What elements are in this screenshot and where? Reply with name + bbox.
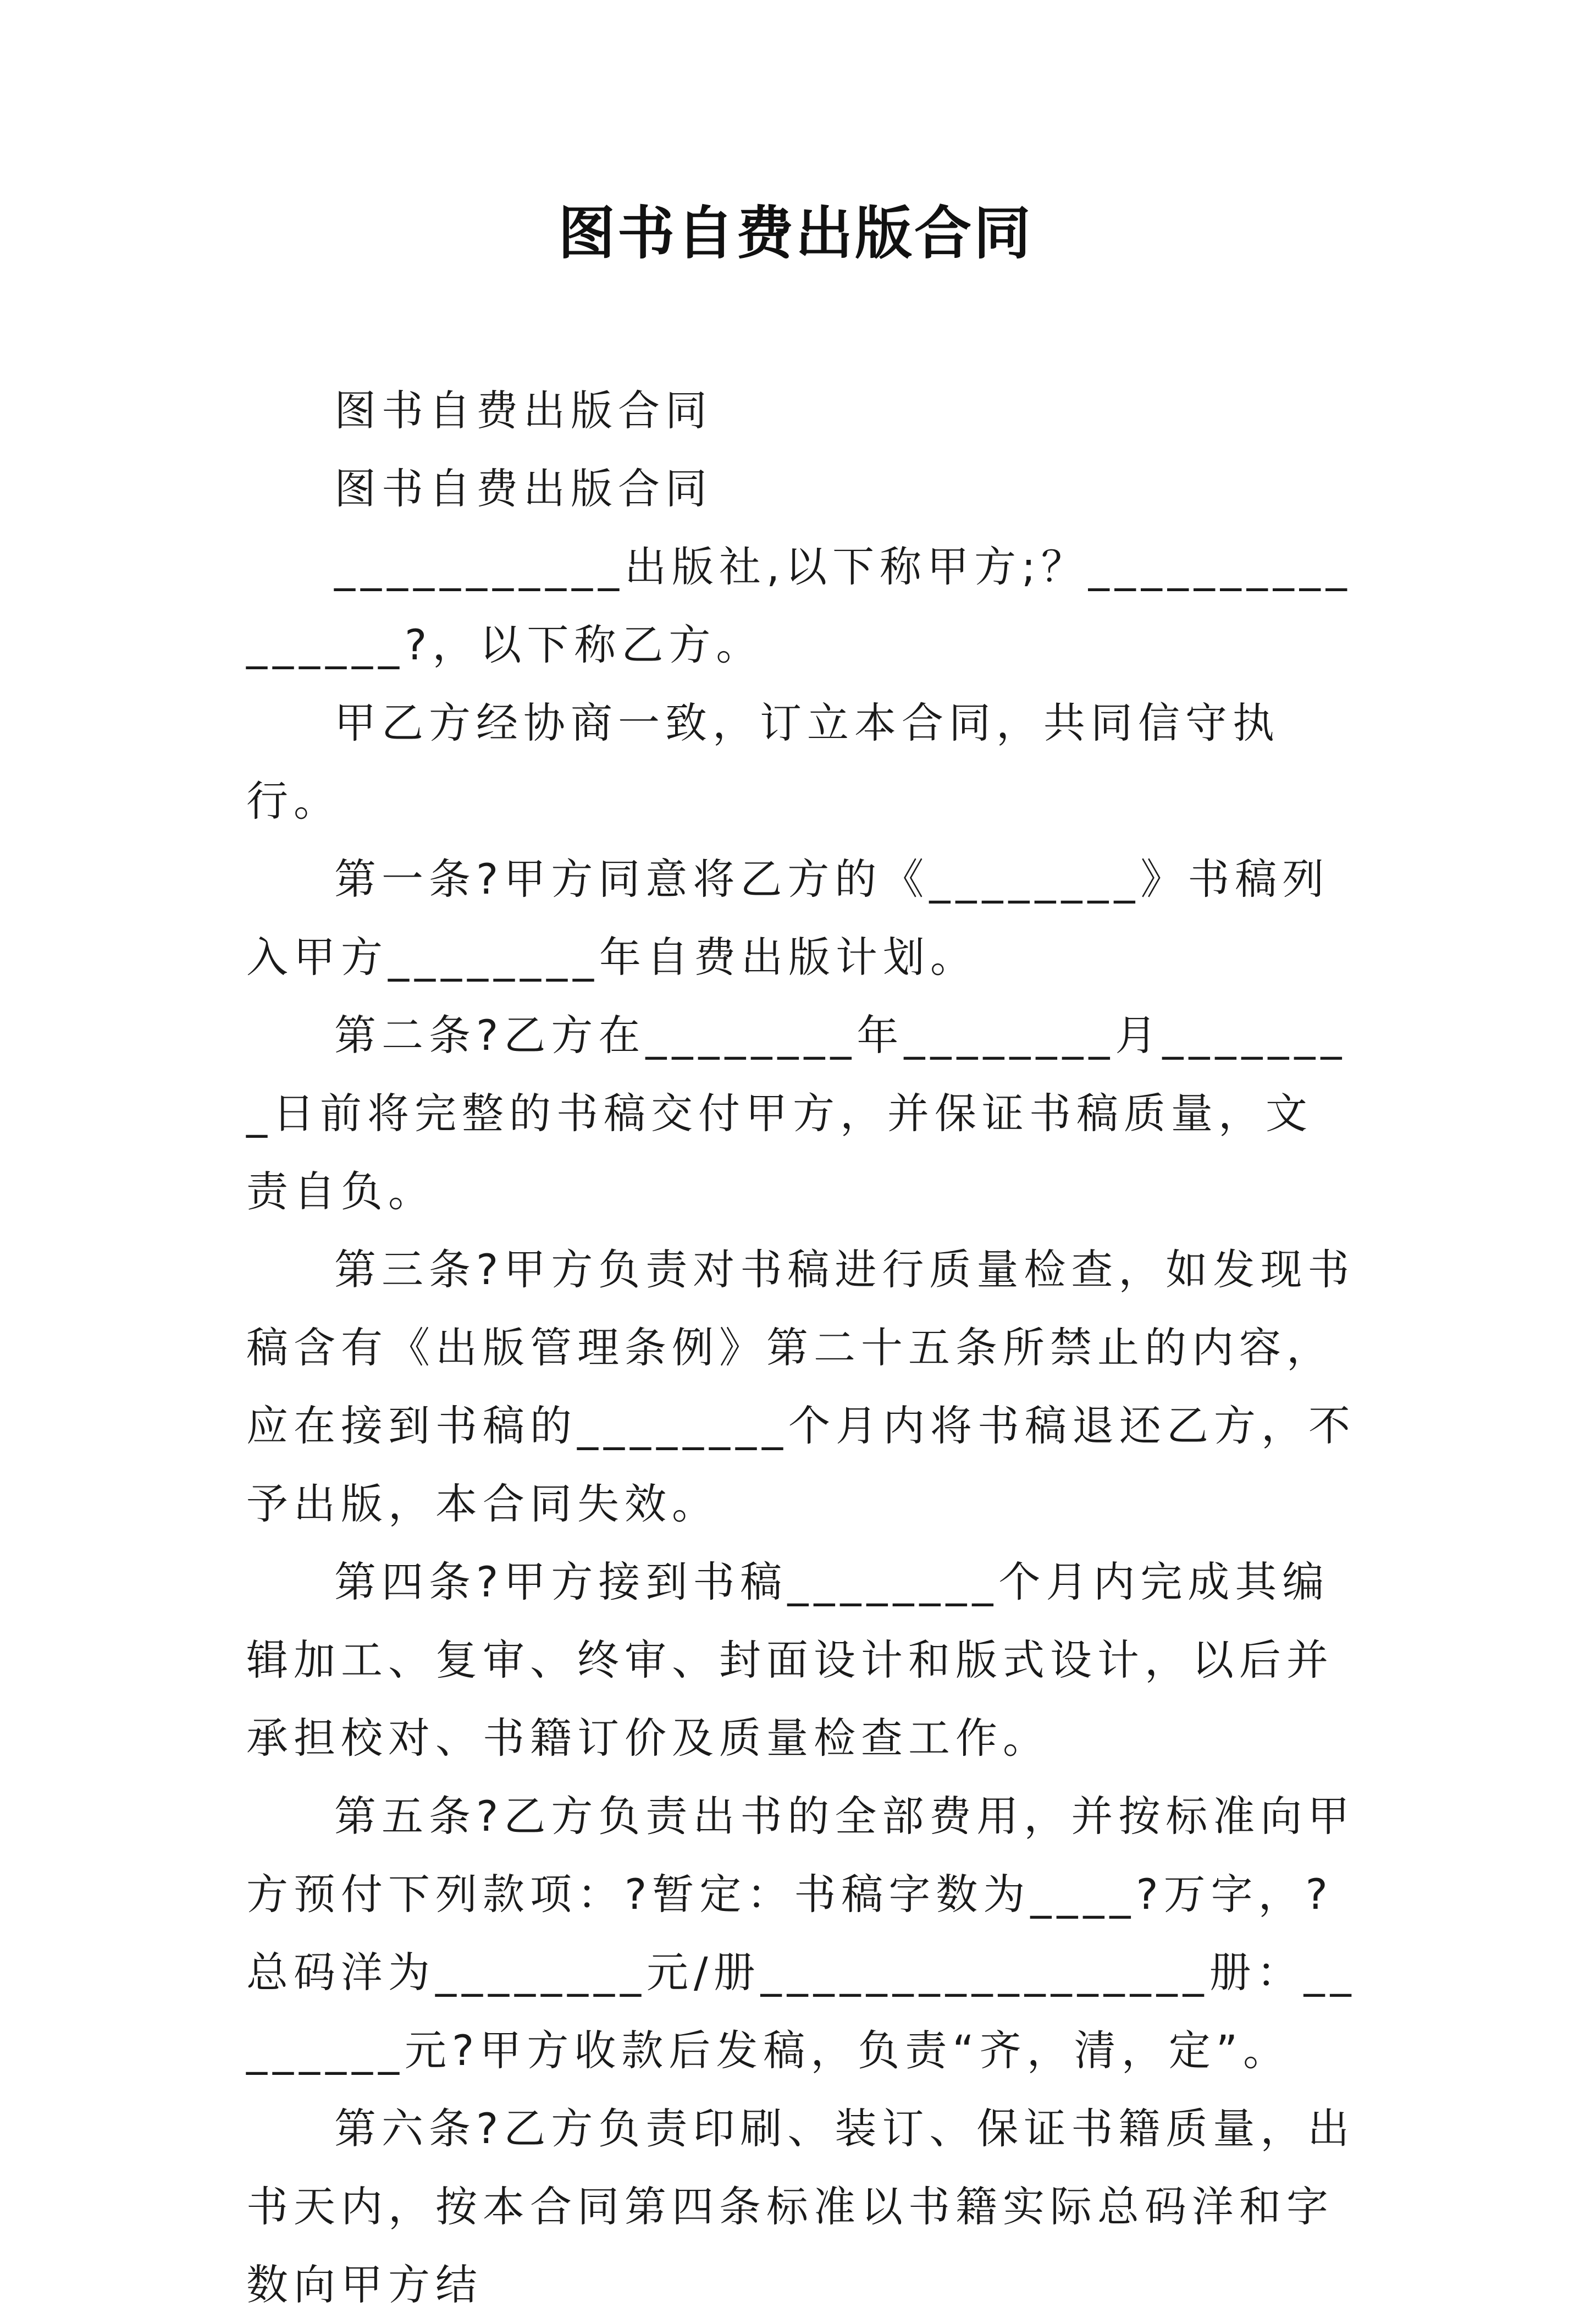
paragraph-article-1: 第一条?甲方同意将乙方的《________》书稿列入甲方________年自费出版计划。 xyxy=(246,855,1330,982)
paragraph-article-6: 第六条?乙方负责印刷、装订、保证书籍质量，出书天内，按本合同第四条标准以书籍实际总码洋和字数向甲方结 xyxy=(246,2104,1355,2309)
paragraph-agreement: 甲乙方经协商一致，订立本合同，共同信守执行。 xyxy=(246,698,1280,825)
paragraph-article-3: 第三条?甲方负责对书稿进行质量检查，如发现书稿含有《出版管理条例》第二十五条所禁止的内容，应在接到书稿的________个月内将书稿退还乙方，不予出版，本合同失效。 xyxy=(246,1245,1356,1528)
document-body xyxy=(246,372,1357,2324)
paragraph-article-4: 第四条?甲方接到书稿________个月内完成其编辑加工、复审、终审、封面设计和版式设计，以后并承担校对、书籍订价及质量检查工作。 xyxy=(246,1557,1334,1763)
paragraph-article-5: 第五条?乙方负责出书的全部费用，并按标准向甲方预付下列款项：?暂定：书稿字数为____?万字，?总码洋为________元/册_________________册：________元?甲方收款后发稿，负责“齐，清，定”。 xyxy=(246,1792,1357,2075)
paragraph-heading-1: 图书自费出版合同 xyxy=(334,386,712,435)
paragraph-heading-2: 图书自费出版合同 xyxy=(334,464,712,513)
paragraph-parties: ___________出版社,以下称甲方;？________________?，以下称乙方。 xyxy=(246,542,1352,669)
paragraph-article-2: 第二条?乙方在________年________月________日前将完整的书稿交付甲方，并保证书稿质量，文责自负。 xyxy=(246,1011,1347,1216)
document-title: 图书自费出版合同 xyxy=(557,199,1033,267)
